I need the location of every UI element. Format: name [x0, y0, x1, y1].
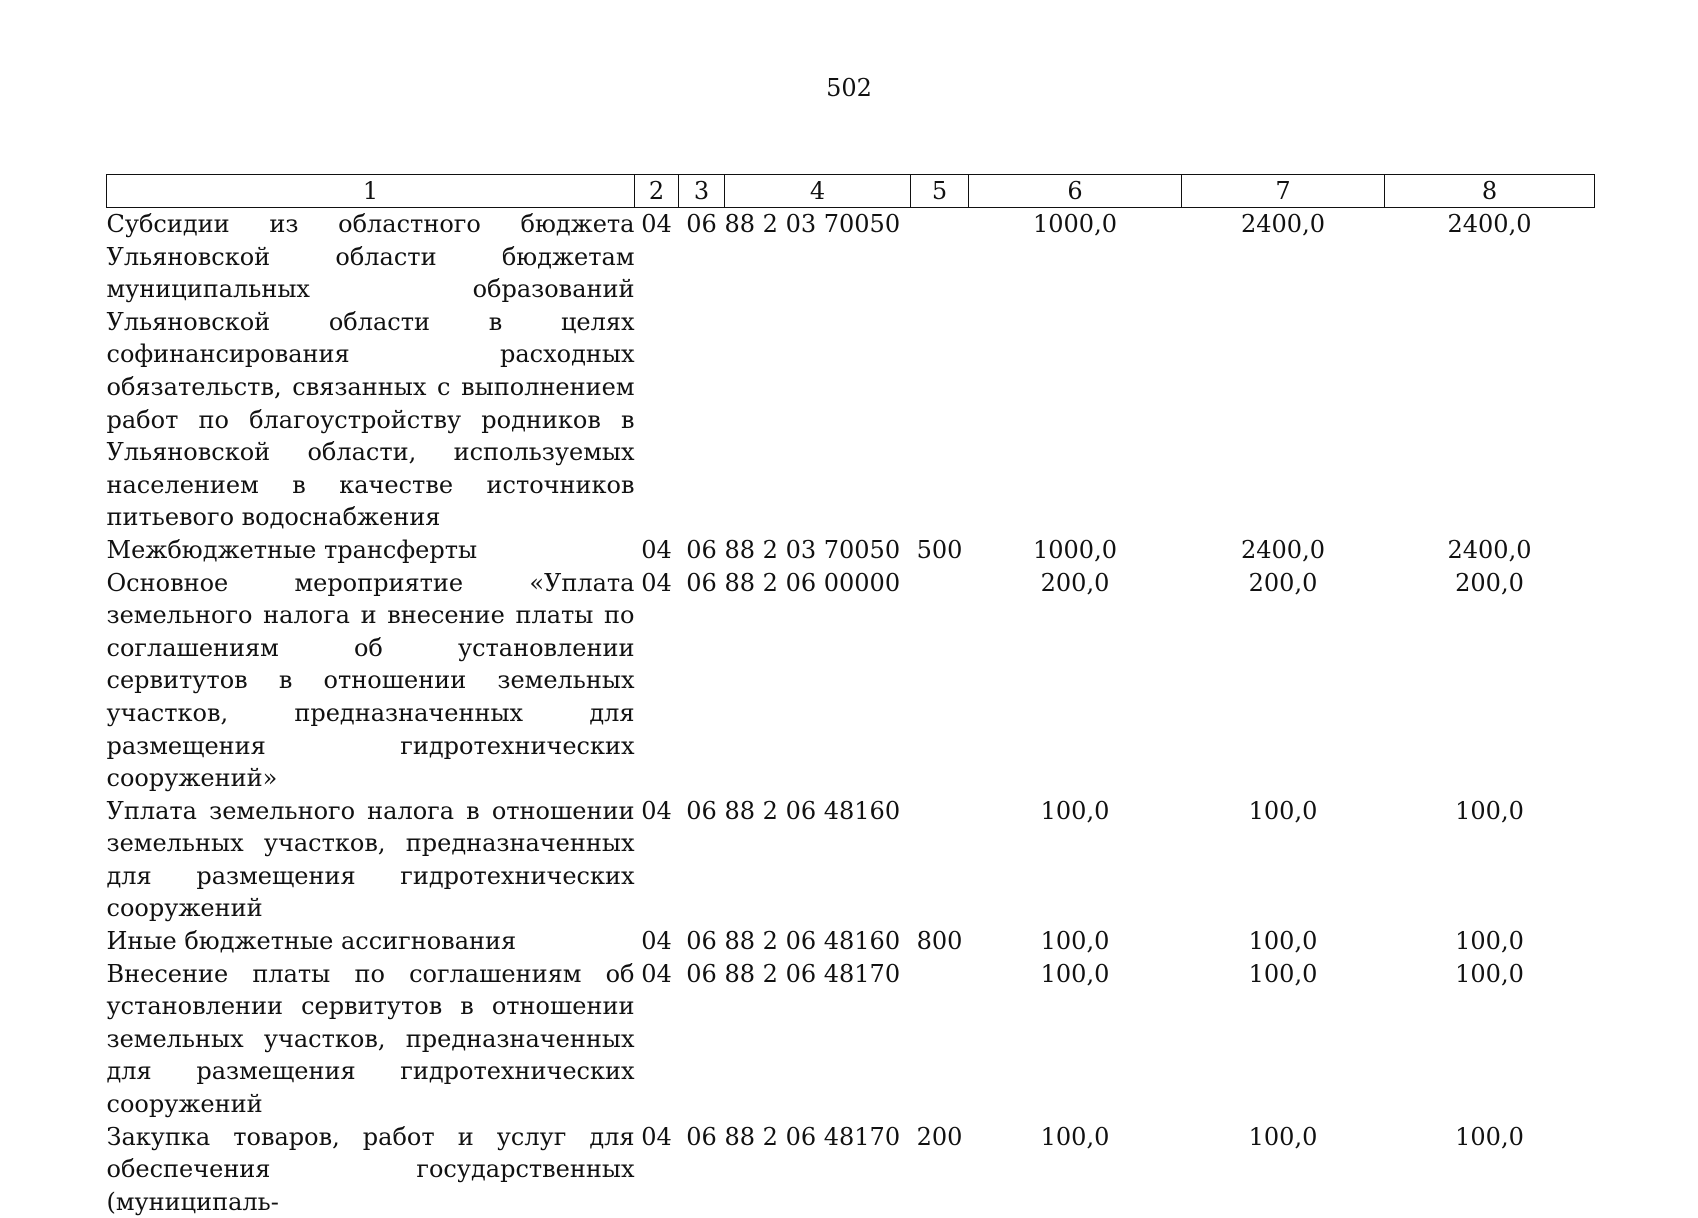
table-row	[107, 534, 1595, 567]
row-name: Иные бюджетные ассигнования	[106, 927, 517, 956]
row-amount-8: 2400,0	[1447, 210, 1532, 238]
row-expense-type: 500	[916, 535, 963, 564]
column-header: 6	[969, 175, 1182, 208]
row-target-article: 88 2 06 00000	[724, 568, 901, 597]
row-name: Закупка товаров, работ и услуг для обеспечения государственных (муниципаль-	[106, 1122, 635, 1216]
row-amount-8: 100,0	[1455, 1122, 1524, 1151]
row-section: 04	[641, 927, 672, 956]
row-amount-6: 100,0	[1040, 927, 1110, 956]
row-name: Внесение платы по соглашениям об установлении сервитутов в отношении земельных участков, предназначенных для размещения гидротехнических сооружений	[106, 959, 635, 1119]
row-subsection: 06	[686, 796, 717, 825]
row-subsection: 06	[686, 210, 717, 238]
column-header: 7	[1182, 175, 1385, 208]
row-amount-7: 100,0	[1248, 927, 1318, 956]
row-target-article: 88 2 03 70050	[724, 210, 901, 238]
row-amount-6: 100,0	[1040, 796, 1110, 825]
row-amount-6: 1000,0	[1033, 210, 1117, 238]
row-amount-7: 100,0	[1248, 1122, 1318, 1151]
row-expense-type	[911, 958, 969, 1121]
row-target-article: 88 2 06 48170	[724, 959, 901, 988]
row-target-article: 88 2 06 48160	[724, 927, 901, 956]
row-amount-7: 100,0	[1248, 796, 1318, 825]
table-row	[107, 925, 1595, 958]
table-row	[107, 567, 1595, 795]
column-header: 8	[1385, 175, 1595, 208]
row-amount-7: 200,0	[1248, 568, 1318, 597]
row-subsection: 06	[686, 535, 717, 564]
column-header: 1	[107, 175, 635, 208]
row-subsection: 06	[686, 959, 717, 988]
row-subsection: 06	[686, 1122, 717, 1151]
table-row	[107, 958, 1595, 1121]
column-header: 4	[725, 175, 911, 208]
row-amount-8: 100,0	[1455, 796, 1524, 825]
row-section: 04	[641, 796, 672, 825]
row-section: 04	[641, 568, 672, 597]
table-row	[107, 795, 1595, 925]
row-expense-type	[911, 795, 969, 925]
column-header: 3	[679, 175, 725, 208]
row-amount-8: 2400,0	[1447, 535, 1532, 564]
row-amount-6: 200,0	[1040, 568, 1110, 597]
row-expense-type	[911, 567, 969, 795]
row-expense-type: 200	[916, 1122, 963, 1151]
row-amount-6: 100,0	[1040, 959, 1110, 988]
row-target-article: 88 2 06 48160	[724, 796, 901, 825]
column-header: 5	[911, 175, 969, 208]
row-target-article: 88 2 03 70050	[724, 535, 901, 564]
row-name: Субсидии из областного бюджета Ульяновской области бюджетам муниципальных образований Ульяновской области в целях софинансирования расходных обязательств, связанных с выполнением работ по благоустройству родников в Ульяновской области, используемых населением в качестве источников питьевого водоснабжения	[106, 210, 635, 532]
row-amount-7: 100,0	[1248, 959, 1318, 988]
budget-table	[106, 174, 1595, 1218]
row-expense-type: 800	[916, 927, 963, 956]
row-subsection: 06	[686, 568, 717, 597]
row-amount-7: 2400,0	[1241, 210, 1325, 238]
page-number: 502	[826, 74, 872, 102]
row-section: 04	[641, 959, 672, 988]
row-target-article: 88 2 06 48170	[724, 1122, 901, 1151]
row-amount-6: 1000,0	[1033, 535, 1117, 564]
row-amount-8: 200,0	[1455, 568, 1524, 597]
row-amount-6: 100,0	[1040, 1122, 1110, 1151]
row-expense-type	[911, 208, 969, 534]
row-name: Уплата земельного налога в отношении земельных участков, предназначенных для размещения гидротехнических сооружений	[106, 796, 635, 923]
row-amount-8: 100,0	[1455, 927, 1524, 956]
table-row	[107, 208, 1595, 534]
column-header: 2	[635, 175, 679, 208]
row-section: 04	[641, 1122, 672, 1151]
table-header-row	[107, 175, 1595, 208]
row-name: Межбюджетные трансферты	[106, 535, 478, 564]
row-amount-7: 2400,0	[1241, 535, 1325, 564]
row-subsection: 06	[686, 927, 717, 956]
row-amount-8: 100,0	[1455, 959, 1524, 988]
row-section: 04	[641, 210, 672, 238]
row-name: Основное мероприятие «Уплата земельного налога и внесение платы по соглашениям об установлении сервитутов в отношении земельных участков, предназначенных для размещения гидротехнических сооружений»	[106, 568, 635, 793]
table-row	[107, 1121, 1595, 1218]
row-section: 04	[641, 535, 672, 564]
